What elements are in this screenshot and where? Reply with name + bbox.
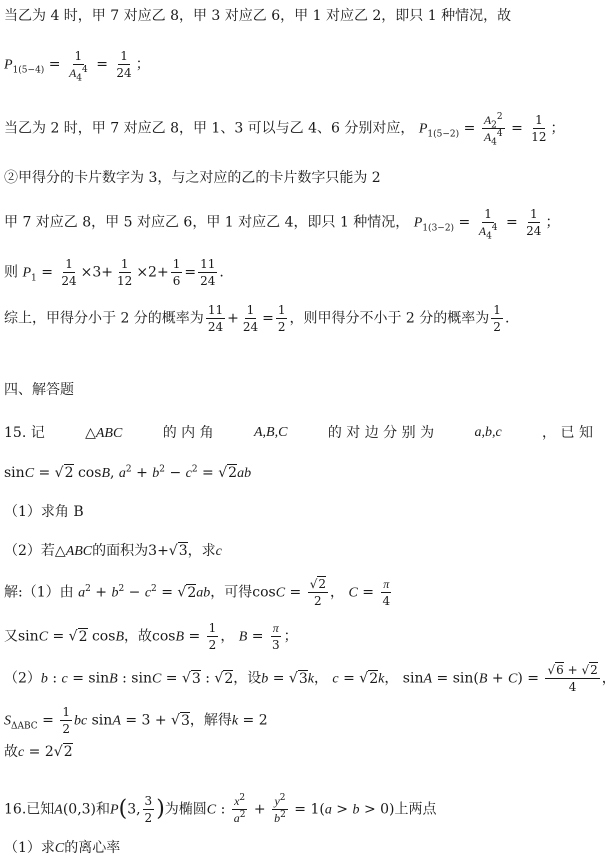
line-1-text: 当乙为 4 时，甲 7 对应乙 8，甲 3 对应乙 6，甲 1 对应乙 2，即只 1 种情况，故 xyxy=(4,8,512,24)
fraction: $\frac{\pi}{4}$ xyxy=(382,577,391,608)
solution-line-5: 故c = 2√2 xyxy=(4,744,73,760)
sol3-text-a: （2） xyxy=(4,670,41,687)
section-heading xyxy=(4,380,593,400)
line-4-text: ②甲得分的卡片数字为 3，与之对应的乙的卡片数字只能为 2 xyxy=(4,170,381,186)
solution-line-1: 解:（1）由 $a^2 + b^2 - c^2 = √2ab$，可得cosC = $\frac{√2}{2}$ ， C = $\frac{\pi}{4}$ xyxy=(4,577,391,608)
fraction: $\frac{√6 + √2}{4}$ xyxy=(547,663,598,694)
fraction: $\frac{3}{2}$ xyxy=(144,794,153,825)
line-5-text: 甲 7 对应乙 8，甲 5 对应乙 6，甲 1 对应乙 4，即只 1 种情况， xyxy=(4,214,410,231)
fraction: $\frac{1}{12}$ xyxy=(531,113,547,144)
text-line-5: 甲 7 对应乙 8，甲 5 对应乙 6，甲 1 对应乙 4，即只 1 种情况， $P_{1(3-2)}$ = $\frac{1}{A_4^4}$ = $\frac{1}{24}$ ； xyxy=(4,207,560,242)
fraction: $\frac{1}{2}$ xyxy=(277,303,286,334)
q16-text-d: 上两点 xyxy=(394,801,437,818)
sol2-text-b: ，故 xyxy=(124,628,152,645)
fraction: $\frac{1}{6}$ xyxy=(172,257,181,288)
fraction: $\frac{y^2}{b^2}$ xyxy=(274,793,286,825)
sol1-text-b: ，可得 xyxy=(210,584,253,601)
fraction: $\frac{1}{2}$ xyxy=(208,621,217,652)
formula-line-6: 则 $P_1$ = $\frac{1}{24}$ ×3+ $\frac{1}{12}$ ×2+ $\frac{1}{6}$ = $\frac{11}{24}$ . xyxy=(4,257,224,288)
q15-text-2: 的 内 角 xyxy=(162,425,214,441)
q15-text-1: 15. 记 xyxy=(4,425,45,441)
text-line-3: 当乙为 2 时，甲 7 对应乙 8，甲 1、3 可以与乙 4、6 分别对应， $P_{1(5-2)}$ = $\frac{A_2^2}{A_4^4}$ = $\frac{1}{12}$ ； xyxy=(4,112,565,148)
fraction: $\frac{11}{24}$ xyxy=(200,257,216,288)
fraction: $\frac{1}{24}$ xyxy=(61,257,77,288)
fraction: $\frac{A_2^2}{A_4^4}$ xyxy=(483,112,503,148)
text-line-1 xyxy=(4,6,593,26)
fraction: $\frac{1}{2}$ xyxy=(493,303,501,334)
q15-part-1 xyxy=(4,502,593,522)
section-title: 四、解答题 xyxy=(4,382,74,398)
solution-line-4: $S_{\Delta ABC}$ = $\frac{1}{2}$ bc sinA = 3 + √3，解得k = 2 xyxy=(4,705,268,736)
fraction: $\frac{\pi}{3}$ xyxy=(271,621,280,652)
line-7-text-a: 综上，甲得分小于 2 分的概率为 xyxy=(4,310,204,327)
fraction: $\frac{x^2}{a^2}$ xyxy=(233,793,246,825)
q15-text-4: ， 已 知 xyxy=(542,425,593,441)
fraction: $\frac{1}{24}$ xyxy=(242,303,259,334)
line-7-text-b: ，则甲得分不小于 2 分的概率为 xyxy=(289,310,490,327)
fraction: $\frac{1}{A_4^4}$ xyxy=(68,49,88,84)
fraction: $\frac{1}{24}$ xyxy=(116,49,132,80)
text-line-4 xyxy=(4,168,593,188)
sol2-text-a: 又 xyxy=(4,628,18,645)
q16-text-a: 16.已知 xyxy=(4,801,55,818)
solution-line-2: 又sinC = √2 cosB，故cosB = $\frac{1}{2}$ ， B = $\frac{\pi}{3}$ ； xyxy=(4,621,298,652)
question-15: 15. 记 △ABC 的 内 角 A,B,C 的 对 边 分 别 为 a,b,c ， 已 知 xyxy=(4,423,593,444)
line-6-text: 则 xyxy=(4,264,18,281)
sol1-text-a: 解:（1）由 xyxy=(4,584,74,601)
formula-line-2: $P_{1(5-4)}$ = $\frac{1}{A_4^4}$ = $\frac{1}{24}$ ； xyxy=(4,49,150,84)
q15-part1-text: （1）求角 B xyxy=(4,504,84,520)
q15-part2-text-c: ，求 xyxy=(187,543,216,559)
text-line-7: 综上，甲得分小于 2 分的概率为 $\frac{11}{24}$ + $\frac{1}{24}$ = $\frac{1}{2}$ ，则甲得分不小于 2 分的概率为 $\frac{1}{2}$ . xyxy=(4,303,510,334)
sol4-text: ，解得 xyxy=(189,712,232,729)
fraction: $\frac{1}{12}$ xyxy=(117,257,133,288)
fraction: $\frac{1}{24}$ xyxy=(526,207,542,238)
sol3-text-b: ，设 xyxy=(233,670,262,687)
q16-part-1: （1）求C的离心率 xyxy=(4,840,121,856)
q15-part-2: （2）若△ABC的面积为3+√3，求c xyxy=(4,543,222,559)
fraction: $\frac{1}{2}$ xyxy=(62,705,70,736)
line-3-text: 当乙为 2 时，甲 7 对应乙 8，甲 1、3 可以与乙 4、6 分别对应， xyxy=(4,120,415,137)
q15-part2-text-a: （2）若 xyxy=(4,543,55,559)
q15-part2-text-b: 的面积为 xyxy=(92,543,149,559)
solution-line-3: （2）b : c = sinB : sinC = √3 : √2，设b = √3k， c = √2k， sinA = sin(B + C) = $\frac{√6 + √2}{4}$ ， xyxy=(4,663,616,694)
sol5-text: 故 xyxy=(4,744,18,760)
fraction: $\frac{1}{A_4^4}$ xyxy=(478,207,498,242)
q15-condition: sinC = √2 cosB, $a^2 + b^2 - c^2 = √2ab$ xyxy=(4,464,252,481)
fraction: $\frac{11}{24}$ xyxy=(207,303,224,334)
q15-text-3: 的 对 边 分 别 为 xyxy=(327,425,435,441)
q16-part1-text-b: 的离心率 xyxy=(64,840,121,856)
question-16: 16.已知A(0,3)和P(3, $\frac{3}{2}$ )为椭圆C : $\frac{x^2}{a^2}$ + $\frac{y^2}{b^2}$ = 1(a > b > 0)上两点 xyxy=(4,793,437,825)
fraction: $\frac{√2}{2}$ xyxy=(309,577,327,608)
q16-text-c: 为椭圆 xyxy=(164,801,207,818)
q16-text-b: 和 xyxy=(96,801,111,818)
q16-part1-text-a: （1）求 xyxy=(4,840,55,856)
